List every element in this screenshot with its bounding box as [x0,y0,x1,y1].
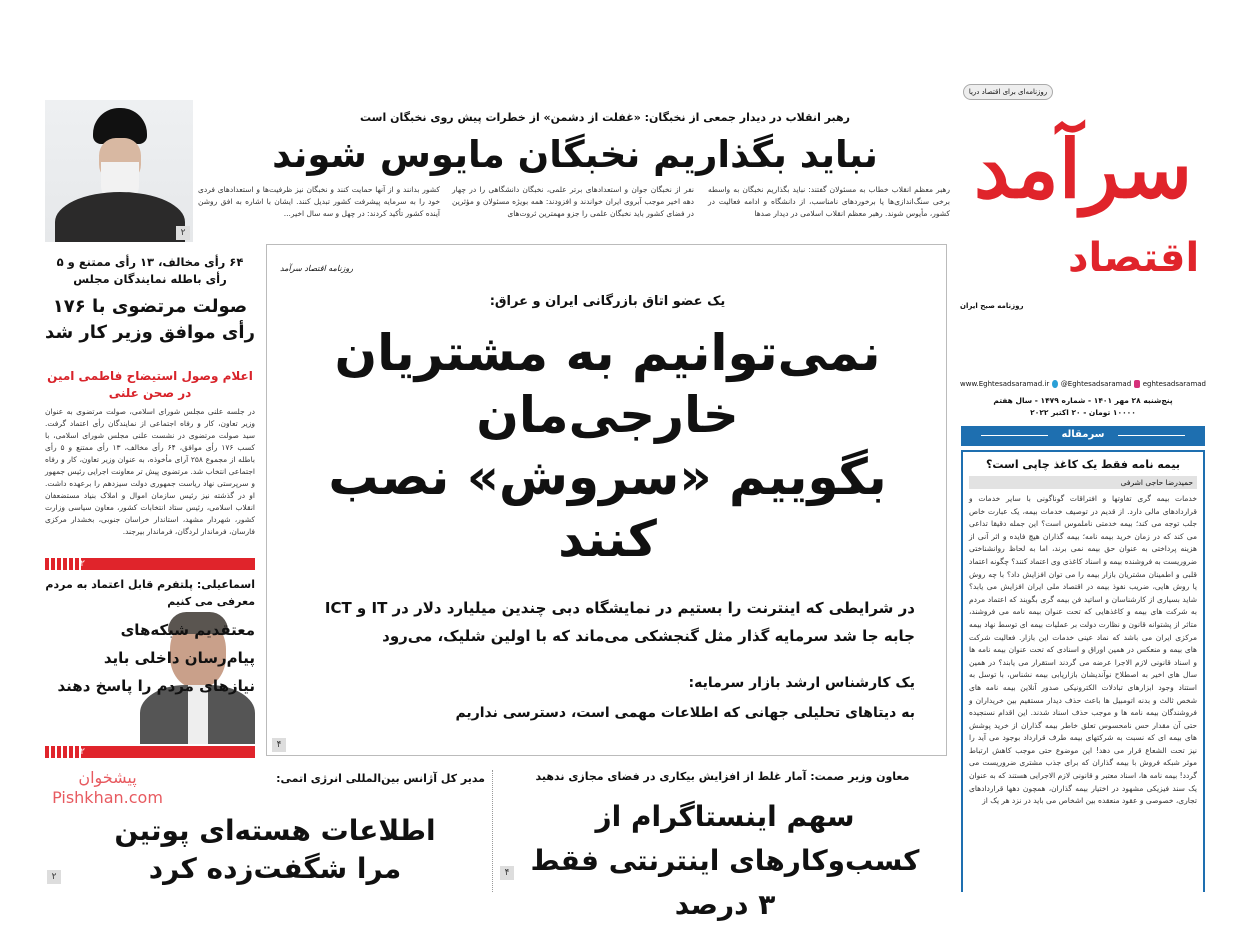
bottom-right-headline: سهم اینستاگرام از کسب‌وکارهای اینترنتی فقط ۳ درصد [530,800,920,921]
paper-signature: روزنامه اقتصاد سرآمد [280,264,354,273]
main-quote: در شرایطی که اینترنت را بستیم در نمایشگاه دبی چندین میلیارد دلار در IT و ICT جابه جا شد سرمایه گذار مثل گنجشکی می‌ماند که با اولین شلیک، می‌رود [324,599,915,645]
left-story-kicker: ۶۴ رأی مخالف، ۱۳ رأی ممتنع و ۵ رأی باطله نمایندگان مجلس [56,255,244,286]
minister-headline: معتقدیم شبکه‌های پیام‌رسان داخلی باید نیازهای مردم را پاسخ دهند [57,621,255,695]
editorial-box [961,450,1205,892]
tagline: روزنامه صبح ایران [960,302,1024,310]
top-story-page: ۲ [176,226,190,240]
top-story-col-3: کشور بدانند و از آنها حمایت کنند و نخبگان نیز ظرفیت‌ها و استعدادهای فردی خود را به سرمایه پیشرفت کشور تبدیل کنند. ایشان با اشاره به افق روشن آینده کشور تأکید کردند: در چهل و سه سال اخیر... [198,185,440,218]
website-link[interactable]: www.Eghtesadsaramad.ir [960,380,1050,388]
logo-badge: روزنامه‌ای برای اقتصاد دریا [963,84,1053,100]
editorial-author: حمیدرضا حاجی اشرفی [969,476,1197,489]
masthead-logo [958,80,1208,375]
left-story-body: در جلسه علنی مجلس شورای اسلامی، صولت مرتضوی به عنوان وزیر تعاون، کار و رفاه اجتماعی از نمایندگان رأی اعتماد گرفت. سید صولت مرتضوی در نشست علنی مجلس شورای اسلامی، با کسب ۱۷۶ رأی موافق، ۶۴ رأی مخالف، ۱۳ رأی ممتنع و ۵ رأی باطله از مجموع ۲۵۸ آرای مأخوذه، به عنوان وزیر تعاون، کار و رفاه اجتماعی انتخاب شد. مرتضوی پیش تر معاونت اجرایی رئیس جمهور و سرپرستی نهاد ریاست جمهوری دولت سیزدهم را برعهده داشت. او در گذشته نیز رئیس سازمان اموال و املاک بنیاد مستضعفان انقلاب اسلامی، رئیس ستاد انتخابات کشور، معاون سیاسی وزارت کشور، شهردار مشهد، استاندار خراسان جنوبی، بخشدار مرکزی فارسان، فرماندار لردگان، فرماندار بیرجند. [45,407,256,536]
logo-sub: اقتصاد [1068,235,1200,281]
social-links [960,380,1206,388]
minister-kicker: اسماعیلی: پلتفرم قابل اعتماد به مردم معرفی می کنیم [45,578,255,608]
bottom-left-page: ۲ [47,870,61,884]
left-story-red-sub: اعلام وصول استیضاح فاطمی امین در صحن علنی [47,369,253,400]
editorial-section: سرمقاله [1048,429,1118,440]
top-story-col-2: نفر از نخبگان جوان و استعدادهای برتر علمی، نخبگان دانشگاهی را در چهار دهه اخیر موجب آبروی ایران خواندند و افزودند: همه بویژه مسئولان و مؤثرین در فضای کشور باید نخبگان علمی را جزو مهمترین ثروت‌های [452,185,694,218]
main-story-page: ۴ [272,738,286,752]
telegram-icon [1052,380,1058,388]
main-story-kicker: یک عضو اتاق بازرگانی ایران و عراق: [489,294,726,309]
minister-story-page: ۲ [45,746,85,758]
leader-photo [45,100,193,242]
top-story-col-1: رهبر معظم انقلاب خطاب به مسئولان گفتند: نباید بگذاریم نخبگان به واسطه برخی سنگ‌اندازی‌ها یا برخوردهای نامناسب، از دانشگاه و ادامه فعالیت در کشور، مأیوس شوند. رهبر معظم انقلاب اسلامی در دیدار صدها [708,185,950,218]
main-sub-kicker: یک کارشناس ارشد بازار سرمایه: [688,675,915,691]
column-divider [492,770,493,892]
main-story-content [280,292,935,726]
section-divider [45,558,255,570]
bottom-left-headline: اطلاعات هسته‌ای پوتین مرا شگفت‌زده کرد [114,814,436,885]
pishkhan-watermark: پیشخوان Pishkhan.com [52,768,163,807]
section-divider [45,746,255,758]
main-headline-1: نمی‌توانیم به مشتریان خارجی‌مان [334,324,881,444]
issue-line: پنج‌شنبه ۲۸ مهر ۱۴۰۱ - شماره ۱۴۷۹ - سال هفتم [993,396,1173,405]
left-story-headline: صولت مرتضوی با ۱۷۶ رأی موافق وزیر کار شد [45,296,255,343]
editorial-header [961,426,1205,446]
telegram-link[interactable]: @Eghtesadsaramad [1060,380,1132,388]
editorial-body: خدمات بیمه گری تفاوتها و افتراقات گوناگونی با سایر خدمات و قراردادهای مالی دارد. از قدیم در توصیف خدمات بیمه، یک عبارت خاص جلب توجه می کند؛ بیمه خدمتی ناملموس است؟ این جمله دقیقا تداعی می کند که در زمان خرید بیمه نامه؛ بیمه گذاران هیچ فایده و اثر آنی از هزینه پرداختی به عنوان حق بیمه نمی برند، اما به لحاظ روانشناختی ضروریست به فروشنده بیمه و اسناد کاغذی وی اعتماد کنند؟ چگونه اعتماد قلبی و اطمینان مشتریان بازار بیمه را می توان افزایش داد؟ با چه روش یا روش هایی، ضریب نفوذ بیمه در اقتصاد ملی ایران افزایش می یابد؟ شاید بسیاری از کارشناسان و اساتید فن بیمه گری بگویند که اعتماد مردم به شرکت های بیمه و کاغذهایی که تحت عنوان بیمه نامه می فروشند، متاثر از پشتوانه قانون و نظارت دولت بر عملیات بیمه ای توسط نهاد بیمه مرکزی ایران می باشد که نماد عینی خدمات این بازار. فعالیت شرکت های بیمه و منعکس در همین اوراق و اسنادی که تحت عنوان بیمه نامه ها و اسناد قانونی لازم الاجرا عرضه می گردند استقرار می یابند؟ در همین سال های اخیر به اصطلاح نوآندیشان بازاریابی بیمه نشناس، با توسل به استناد وجود ابزارهای تبادلات الکترونیکی صدور آنلاین بیمه نامه های شخص ثالث و بدنه اتومبیل ها باعث حذف دیدار مستقیم بین خریداران و فروشندگان بیمه نامه ها و موجب حذف اسناد شدند. این اقدام نسنجیده حتی آن مقدار حس نامحسوس تعلق خاطر بیمه گذاران از خرید پوشش های بیمه ای که نسبت به شرکتهای بیمه طرف قرارداد بوجود می آید را نیز تحت الشعاع قرار می دهد! این موضوع حتی موجب کاهش ارتباط موثر شبکه فروش با بیمه گذاران که برای جذب مشتری ضروریست می گردد! بیمه نامه ها، اسناد معتبر و قانونی لازم الاجرایی هستند که به عنوان یک سند فیزیکی مشهود در اختیار بیمه گذاران، همچون دهها قراردادهای تجاری، خصوصی و عقود منعقده بین اشخاص می باید در نزد هر یک از [969,494,1197,806]
instagram-link[interactable]: eghtesadsaramad [1142,380,1206,388]
main-sub-text: به دیتاهای تحلیلی جهانی که اطلاعات مهمی است، دسترسی نداریم [455,705,915,721]
instagram-icon [1134,380,1140,388]
left-story-page: ۲ [45,558,85,570]
price-line: ۱۰۰۰۰ تومان - ۲۰ اکتبر ۲۰۲۲ [1030,408,1136,417]
bottom-left-kicker: مدیر کل آژانس بین‌المللی انرژی اتمی: [276,772,485,785]
bottom-right-kicker: معاون وزیر صمت: آمار غلط از افزایش بیکاری در فضای مجازی ندهید [535,770,910,783]
top-story-headline: نباید بگذاریم نخبگان مایوس شوند [272,133,878,176]
editorial-title: بیمه نامه فقط یک کاغذ چاپی است؟ [985,458,1180,471]
logo-main: سرآمد [973,122,1193,216]
main-headline-2: بگوییم «سروش» نصب کنند [328,448,887,568]
bottom-right-page: ۴ [500,866,514,880]
top-story-kicker: رهبر انقلاب در دیدار جمعی از نخبگان: «غفلت از دشمن» از خطرات پیش روی نخبگان است [360,111,850,124]
